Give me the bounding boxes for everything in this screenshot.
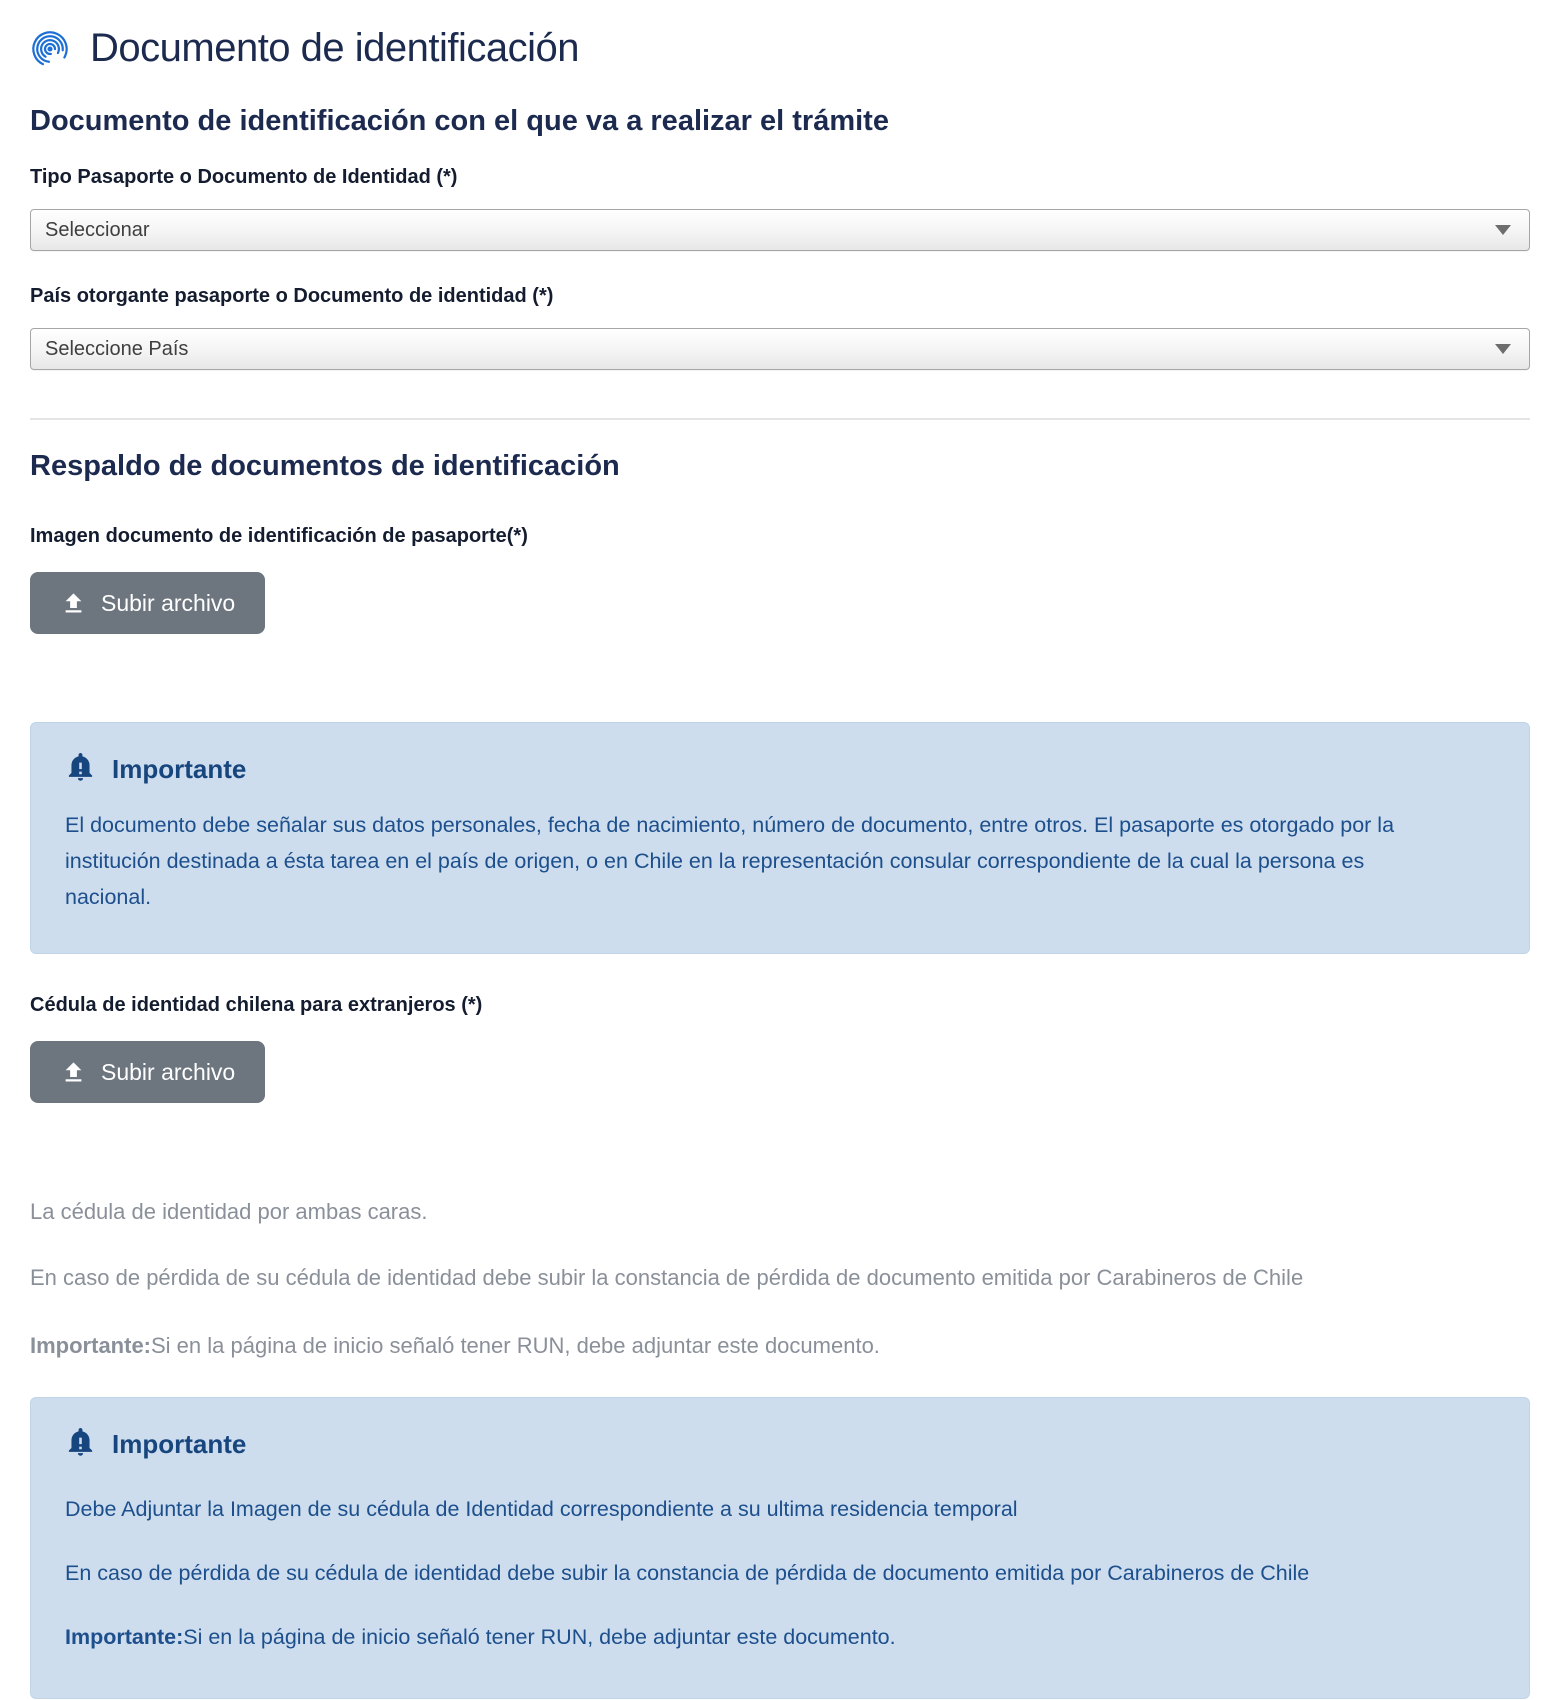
upload-icon [60,1059,87,1086]
page-title: Documento de identificación [90,26,580,70]
upload-button-label: Subir archivo [101,589,236,616]
document-section-heading: Documento de identificación con el que va a realizar el trámite [30,105,889,137]
fingerprint-icon [30,29,70,69]
document-type-selected-value: Seleccionar [45,218,150,241]
notice-title: Importante [112,753,247,784]
cedula-upload-button[interactable] [30,1041,265,1103]
issuing-country-select[interactable] [30,328,1530,370]
notice-header [65,1426,1495,1462]
cedula-note-loss: En caso de pérdida de su cédula de identidad debe subir la constancia de pérdida de documento emitida por Carabineros de Chile [30,1265,1304,1290]
upload-icon [60,590,87,617]
country-field-label: País otorgante pasaporte o Documento de identidad (*) [30,285,554,307]
upload-button-label: Subir archivo [101,1058,236,1085]
type-field-label: Tipo Pasaporte o Documento de Identidad (*) [30,166,458,188]
alert-bell-icon [65,751,96,787]
important-prefix: Importante: [65,1625,184,1649]
important-prefix: Importante: [30,1333,151,1358]
notice-header [65,751,1495,787]
notice-line-run [65,1620,1495,1654]
cedula-label: Cédula de identidad chilena para extranjeros (*) [30,994,483,1016]
important-text: Si en la página de inicio señaló tener RUN, debe adjuntar este documento. [183,1625,896,1649]
passport-upload-button[interactable] [30,572,265,634]
backup-section-heading: Respaldo de documentos de identificación [30,450,620,482]
alert-bell-icon [65,1426,96,1462]
cedula-note-both-sides: La cédula de identidad por ambas caras. [30,1199,428,1224]
important-text: Si en la página de inicio señaló tener RUN, debe adjuntar este documento. [151,1333,880,1358]
notice-line-loss: En caso de pérdida de su cédula de identidad debe subir la constancia de pérdida de documento emitida por Carabineros de Chile [65,1561,1310,1585]
notice-title: Importante [112,1428,247,1459]
page-header [30,26,1530,71]
identification-form [0,26,1566,1699]
chevron-down-icon [1495,344,1511,354]
chevron-down-icon [1495,225,1511,235]
issuing-country-selected-value: Seleccione País [45,337,189,360]
passport-image-label: Imagen documento de identificación de pasaporte(*) [30,525,528,547]
cedula-notice [30,1397,1530,1699]
notice-body: El documento debe señalar sus datos personales, fecha de nacimiento, número de documento, entre otros. El pasaporte es otorgado por la institución destinada a ésta tarea en el país de origen, o en Chile en la representación consular correspondiente de la cual la persona es nacional. [65,813,1395,909]
notice-line-residence: Debe Adjuntar la Imagen de su cédula de Identidad correspondiente a su ultima residencia temporal [65,1497,1018,1521]
section-divider [30,418,1530,420]
passport-notice [30,722,1530,954]
cedula-note-run [30,1333,1530,1359]
document-type-select[interactable] [30,209,1530,251]
